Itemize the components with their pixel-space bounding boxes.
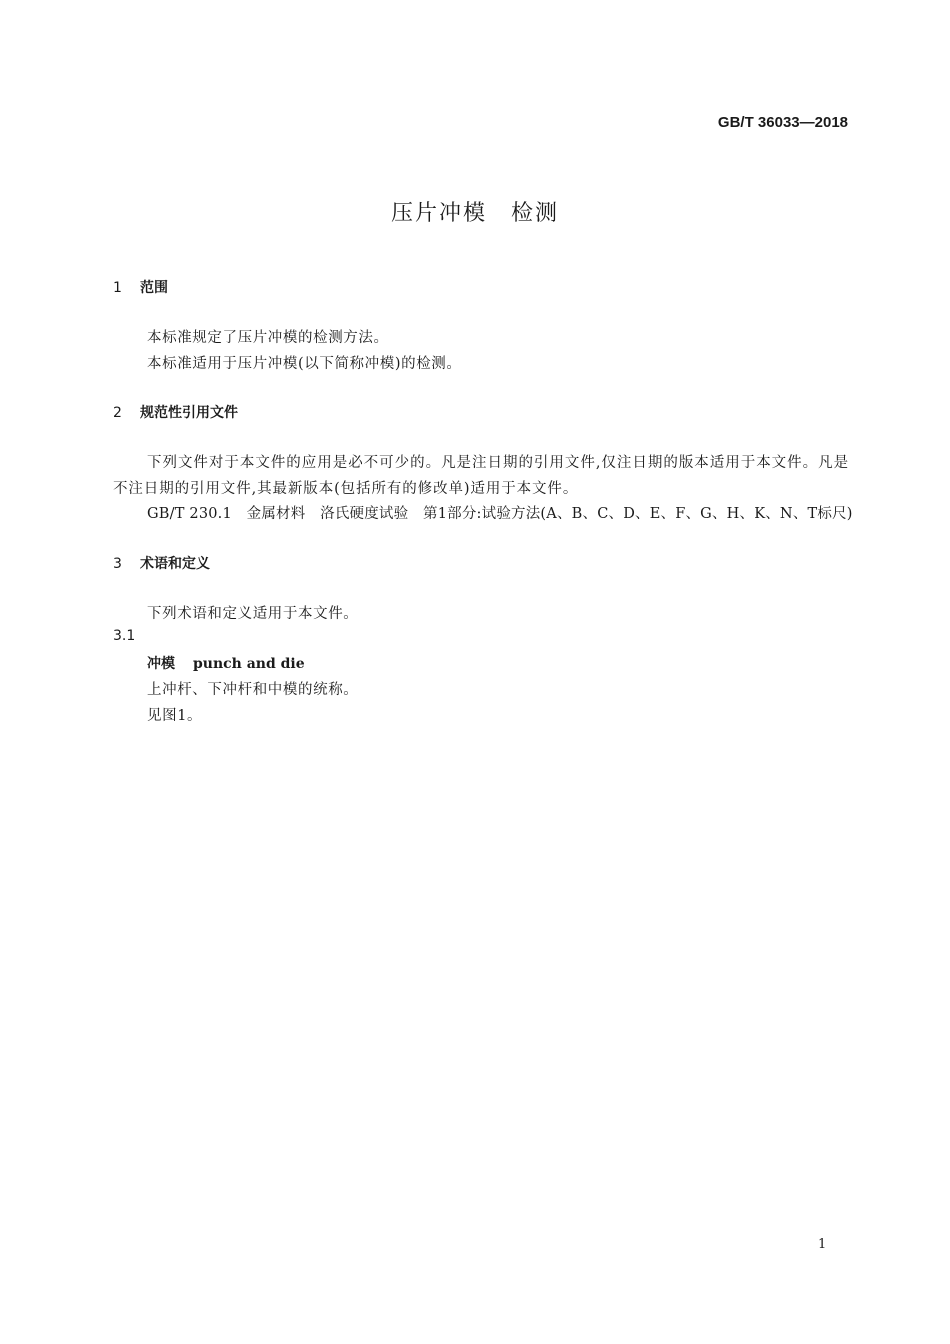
section-3-heading <box>113 553 210 573</box>
section-2-number: 2 <box>113 405 122 421</box>
term-note: 见图1。 <box>147 708 203 724</box>
section-3-title: 术语和定义 <box>140 556 210 572</box>
section-2-heading <box>113 402 238 422</box>
term-number: 3.1 <box>113 628 136 644</box>
document-title: 压片冲模 检测 <box>390 201 559 226</box>
section-1-para-1: 本标准规定了压片冲模的检测方法。 <box>147 330 389 346</box>
term-heading <box>147 653 305 673</box>
section-1-title: 范围 <box>140 280 168 296</box>
section-3-para-1: 下列术语和定义适用于本文件。 <box>147 606 359 622</box>
term-zh: 冲模 <box>147 656 175 672</box>
standard-code: GB/T 36033—2018 <box>717 114 848 131</box>
term-definition: 上冲杆、下冲杆和中模的统称。 <box>147 682 359 698</box>
section-3-number: 3 <box>113 556 122 572</box>
section-1-number: 1 <box>113 280 122 296</box>
section-1-heading <box>113 277 168 297</box>
section-2-title: 规范性引用文件 <box>140 405 238 421</box>
term-en: punch and die <box>193 656 305 672</box>
section-2-para-1: 下列文件对于本文件的应用是必不可少的。凡是注日期的引用文件,仅注日期的版本适用于本文件。凡是不注日期的引用文件,其最新版本(包括所有的修改单)适用于本文件。 <box>113 455 849 497</box>
section-1-para-2: 本标准适用于压片冲模(以下简称冲模)的检测。 <box>147 356 462 372</box>
section-2-reference: GB/T 230.1 金属材料 洛氏硬度试验 第1部分:试验方法(A、B、C、D、E、F、G、H、K、N、T标尺) <box>147 506 853 522</box>
page-number: 1 <box>818 1237 827 1252</box>
